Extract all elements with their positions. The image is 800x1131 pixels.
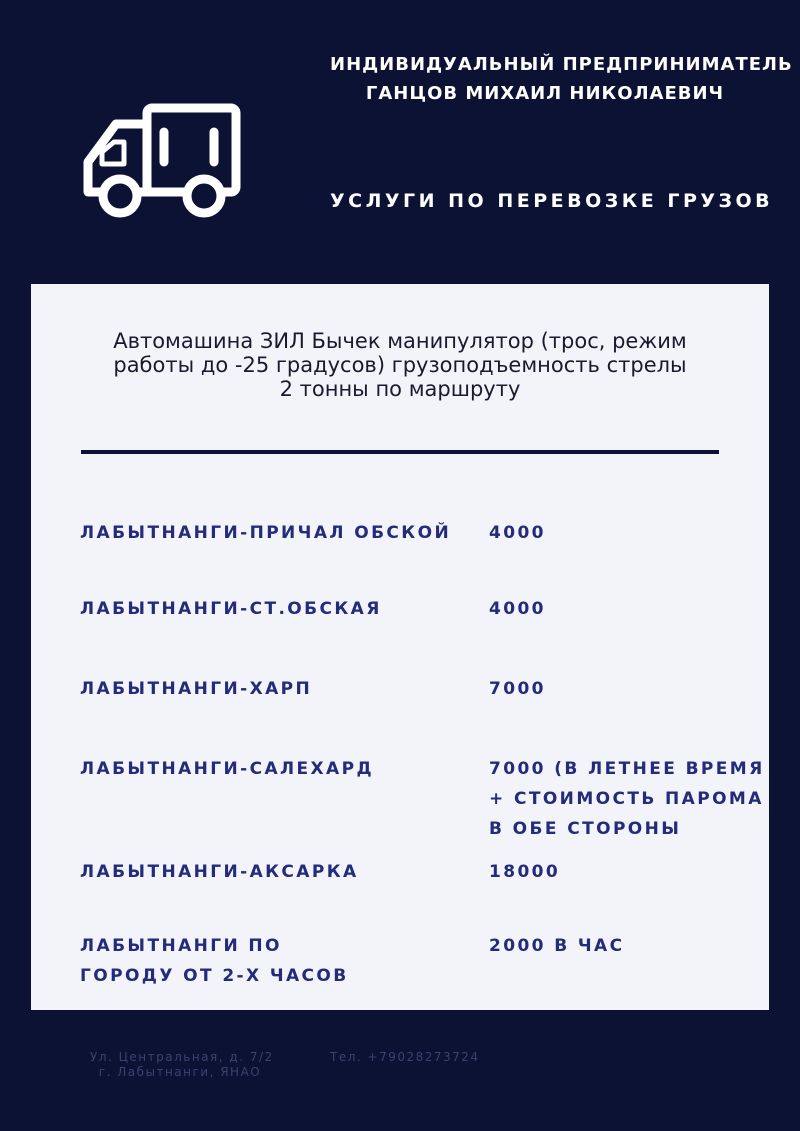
description-line: работы до -25 градусов) грузоподъемность стрелы bbox=[113, 353, 687, 377]
route-name: ЛАБЫТНАНГИ-ПРИЧАЛ ОБСКОЙ bbox=[80, 523, 452, 543]
divider bbox=[81, 450, 719, 454]
owner-title: ИНДИВИДУАЛЬНЫЙ ПРЕДПРИНИМАТЕЛЬ bbox=[330, 54, 793, 75]
route-name: ЛАБЫТНАНГИ-ХАРП bbox=[80, 679, 313, 699]
route-price: 2000 В ЧАС bbox=[489, 936, 625, 956]
price-card bbox=[31, 284, 769, 1010]
route-price: 7000 bbox=[489, 679, 546, 699]
vehicle-description bbox=[91, 329, 709, 401]
truck-icon bbox=[80, 102, 242, 224]
route-price: 18000 bbox=[489, 862, 561, 882]
route-name: ЛАБЫТНАНГИ ПО ГОРОДУ ОТ 2-Х ЧАСОВ bbox=[80, 936, 349, 986]
owner-fullname: ГАНЦОВ МИХАИЛ НИКОЛАЕВИЧ bbox=[365, 83, 725, 104]
phone-number: Тел. +79028273724 bbox=[330, 1050, 480, 1064]
route-price: 4000 bbox=[489, 523, 546, 543]
route-name: ЛАБЫТНАНГИ-СТ.ОБСКАЯ bbox=[80, 599, 382, 619]
address-city: г. Лабытнанги, ЯНАО bbox=[98, 1065, 262, 1079]
route-name: ЛАБЫТНАНГИ-АКСАРКА bbox=[80, 862, 359, 882]
route-price: 7000 (В ЛЕТНЕЕ ВРЕМЯ + СТОИМОСТЬ ПАРОМА В ОБЕ СТОРОНЫ bbox=[489, 759, 765, 839]
route-price: 4000 bbox=[489, 599, 546, 619]
service-title: УСЛУГИ ПО ПЕРЕВОЗКЕ ГРУЗОВ bbox=[330, 190, 774, 212]
address-street: Ул. Центральная, д. 7/2 bbox=[90, 1050, 274, 1064]
route-name: ЛАБЫТНАНГИ-САЛЕХАРД bbox=[80, 759, 375, 779]
address bbox=[90, 1050, 274, 1080]
owner-name bbox=[330, 50, 793, 108]
description-line: Автомашина ЗИЛ Бычек манипулятор (трос, режим bbox=[113, 329, 687, 353]
description-line: 2 тонны по маршруту bbox=[279, 377, 521, 401]
